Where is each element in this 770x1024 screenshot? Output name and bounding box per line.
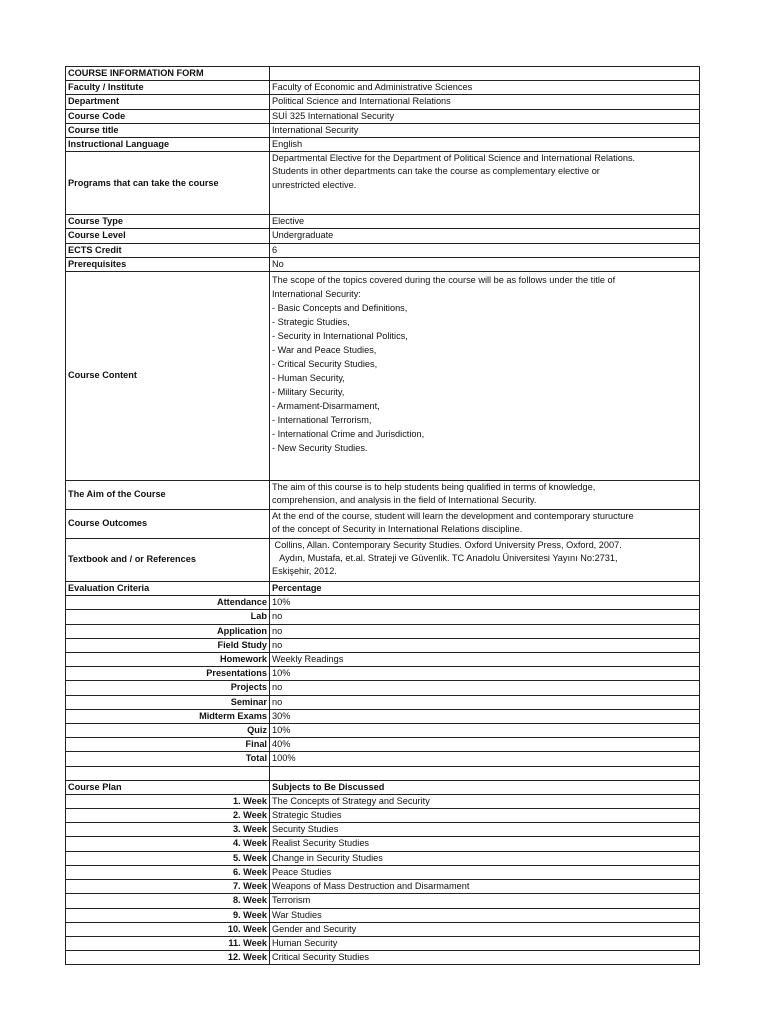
- content-line: - Critical Security Studies,: [272, 359, 378, 370]
- language-label: Instructional Language: [66, 138, 270, 152]
- plan-subject: The Concepts of Strategy and Security: [270, 794, 700, 808]
- plan-week: 12. Week: [66, 951, 270, 965]
- content-line: - War and Peace Studies,: [272, 345, 377, 356]
- evaluation-row: [66, 638, 700, 652]
- plan-week: 3. Week: [66, 823, 270, 837]
- department-label: Department: [66, 95, 270, 109]
- evaluation-criterion: Lab: [66, 610, 270, 624]
- content-line: - Military Security,: [272, 387, 345, 398]
- content-line: - Security in International Politics,: [272, 331, 408, 342]
- evaluation-percentage: 30%: [270, 709, 700, 723]
- plan-subject: Human Security: [270, 936, 700, 950]
- plan-row: [66, 851, 700, 865]
- plan-row: [66, 794, 700, 808]
- outcomes-line: At the end of the course, student will learn the development and contemporary sturucture: [272, 511, 634, 522]
- course-level-row: [66, 229, 700, 243]
- references-line: Collins, Allan. Contemporary Security Studies. Oxford University Press, Oxford, 2007.: [272, 540, 622, 551]
- programs-line: Departmental Elective for the Department of Political Science and International Relations.: [272, 153, 636, 164]
- references-line: Eskişehir, 2012.: [272, 566, 337, 577]
- course-code-value: SUİ 325 International Security: [270, 109, 700, 123]
- plan-week: 5. Week: [66, 851, 270, 865]
- programs-label: Programs that can take the course: [66, 152, 270, 215]
- plan-row: [66, 894, 700, 908]
- course-title-row: [66, 123, 700, 137]
- programs-line: Students in other departments can take the course as complementary elective or: [272, 166, 600, 177]
- evaluation-row: [66, 653, 700, 667]
- plan-week: 11. Week: [66, 936, 270, 950]
- plan-subject: Gender and Security: [270, 922, 700, 936]
- outcomes-label: Course Outcomes: [66, 510, 270, 539]
- evaluation-criterion: Homework: [66, 653, 270, 667]
- programs-line: unrestricted elective.: [272, 179, 357, 190]
- spacer-row: [66, 766, 700, 780]
- evaluation-percentage: 10%: [270, 724, 700, 738]
- plan-week: 6. Week: [66, 865, 270, 879]
- plan-row: [66, 922, 700, 936]
- plan-subject: Strategic Studies: [270, 809, 700, 823]
- evaluation-criterion: Seminar: [66, 695, 270, 709]
- evaluation-label: Evaluation Criteria: [66, 582, 270, 596]
- evaluation-row: [66, 667, 700, 681]
- programs-row: [66, 152, 700, 215]
- aim-line: comprehension, and analysis in the field of International Security.: [272, 495, 537, 506]
- outcomes-row: [66, 510, 700, 539]
- course-code-label: Course Code: [66, 109, 270, 123]
- evaluation-rows: [66, 596, 700, 766]
- content-line: - International Terrorism,: [272, 415, 372, 426]
- plan-week: 4. Week: [66, 837, 270, 851]
- references-value: [270, 539, 700, 582]
- plan-row: [66, 823, 700, 837]
- evaluation-row: [66, 610, 700, 624]
- language-row: [66, 138, 700, 152]
- content-line: - New Security Studies.: [272, 443, 368, 454]
- course-information-form: [65, 66, 700, 965]
- plan-week: 9. Week: [66, 908, 270, 922]
- plan-subject: Weapons of Mass Destruction and Disarmament: [270, 880, 700, 894]
- content-line: - International Crime and Jurisdiction,: [272, 429, 425, 440]
- prerequisites-row: [66, 257, 700, 271]
- evaluation-criterion: Quiz: [66, 724, 270, 738]
- evaluation-criterion: Midterm Exams: [66, 709, 270, 723]
- content-line: - Strategic Studies,: [272, 317, 350, 328]
- course-title-value: International Security: [270, 123, 700, 137]
- references-label: Textbook and / or References: [66, 539, 270, 582]
- form-title: COURSE INFORMATION FORM: [66, 67, 270, 81]
- course-type-label: Course Type: [66, 215, 270, 229]
- ects-value: 6: [270, 243, 700, 257]
- content-line: The scope of the topics covered during the course will be as follows under the title of: [272, 275, 616, 286]
- outcomes-line: of the concept of Security in International Relations discipline.: [272, 524, 523, 535]
- content-value: [270, 272, 700, 481]
- evaluation-row: [66, 681, 700, 695]
- evaluation-row: [66, 596, 700, 610]
- ects-label: ECTS Credit: [66, 243, 270, 257]
- evaluation-percentage: 10%: [270, 667, 700, 681]
- plan-week: 2. Week: [66, 809, 270, 823]
- plan-subject: War Studies: [270, 908, 700, 922]
- prerequisites-value: No: [270, 257, 700, 271]
- plan-header-row: [66, 780, 700, 794]
- plan-week: 1. Week: [66, 794, 270, 808]
- aim-row: [66, 481, 700, 510]
- plan-week: 7. Week: [66, 880, 270, 894]
- evaluation-header: Percentage: [270, 582, 700, 596]
- faculty-value: Faculty of Economic and Administrative Sciences: [270, 81, 700, 95]
- evaluation-criterion: Total: [66, 752, 270, 766]
- evaluation-percentage: no: [270, 610, 700, 624]
- evaluation-percentage: 100%: [270, 752, 700, 766]
- course-title-label: Course title: [66, 123, 270, 137]
- content-label: Course Content: [66, 272, 270, 481]
- ects-row: [66, 243, 700, 257]
- evaluation-percentage: no: [270, 638, 700, 652]
- evaluation-criterion: Final: [66, 738, 270, 752]
- plan-subject: Change in Security Studies: [270, 851, 700, 865]
- evaluation-percentage: no: [270, 695, 700, 709]
- plan-row: [66, 865, 700, 879]
- evaluation-percentage: Weekly Readings: [270, 653, 700, 667]
- evaluation-header-row: [66, 582, 700, 596]
- aim-line: The aim of this course is to help students being qualified in terms of knowledge,: [272, 482, 596, 493]
- plan-subject: Realist Security Studies: [270, 837, 700, 851]
- plan-row: [66, 936, 700, 950]
- content-row: [66, 272, 700, 481]
- faculty-row: [66, 81, 700, 95]
- plan-row: [66, 837, 700, 851]
- evaluation-percentage: 10%: [270, 596, 700, 610]
- aim-value: [270, 481, 700, 510]
- evaluation-row: [66, 709, 700, 723]
- department-row: [66, 95, 700, 109]
- prerequisites-label: Prerequisites: [66, 257, 270, 271]
- programs-value: [270, 152, 700, 215]
- faculty-label: Faculty / Institute: [66, 81, 270, 95]
- language-value: English: [270, 138, 700, 152]
- evaluation-criterion: Presentations: [66, 667, 270, 681]
- content-line: - Armament-Disarmament,: [272, 401, 380, 412]
- plan-subject: Terrorism: [270, 894, 700, 908]
- references-row: [66, 539, 700, 582]
- evaluation-row: [66, 624, 700, 638]
- outcomes-value: [270, 510, 700, 539]
- evaluation-row: [66, 738, 700, 752]
- plan-row: [66, 908, 700, 922]
- plan-header: Subjects to Be Discussed: [270, 780, 700, 794]
- plan-subject: Critical Security Studies: [270, 951, 700, 965]
- evaluation-percentage: 40%: [270, 738, 700, 752]
- plan-row: [66, 809, 700, 823]
- evaluation-criterion: Field Study: [66, 638, 270, 652]
- plan-row: [66, 951, 700, 965]
- course-level-label: Course Level: [66, 229, 270, 243]
- department-value: Political Science and International Relations: [270, 95, 700, 109]
- evaluation-percentage: no: [270, 624, 700, 638]
- evaluation-criterion: Application: [66, 624, 270, 638]
- plan-subject: Peace Studies: [270, 865, 700, 879]
- references-line: Aydın, Mustafa, et.al. Strateji ve Güvenlik. TC Anadolu Üniversitesi Yayını No:2731,: [272, 553, 618, 564]
- plan-week: 8. Week: [66, 894, 270, 908]
- content-line: - Human Security,: [272, 373, 345, 384]
- evaluation-row: [66, 752, 700, 766]
- plan-rows: [66, 794, 700, 964]
- content-line: - Basic Concepts and Definitions,: [272, 303, 408, 314]
- evaluation-percentage: no: [270, 681, 700, 695]
- plan-week: 10. Week: [66, 922, 270, 936]
- content-line: International Security:: [272, 289, 361, 300]
- plan-row: [66, 880, 700, 894]
- course-level-value: Undergraduate: [270, 229, 700, 243]
- course-type-value: Elective: [270, 215, 700, 229]
- course-type-row: [66, 215, 700, 229]
- evaluation-row: [66, 724, 700, 738]
- aim-label: The Aim of the Course: [66, 481, 270, 510]
- evaluation-criterion: Projects: [66, 681, 270, 695]
- form-title-row: [66, 67, 700, 81]
- evaluation-criterion: Attendance: [66, 596, 270, 610]
- plan-subject: Security Studies: [270, 823, 700, 837]
- course-code-row: [66, 109, 700, 123]
- plan-label: Course Plan: [66, 780, 270, 794]
- evaluation-row: [66, 695, 700, 709]
